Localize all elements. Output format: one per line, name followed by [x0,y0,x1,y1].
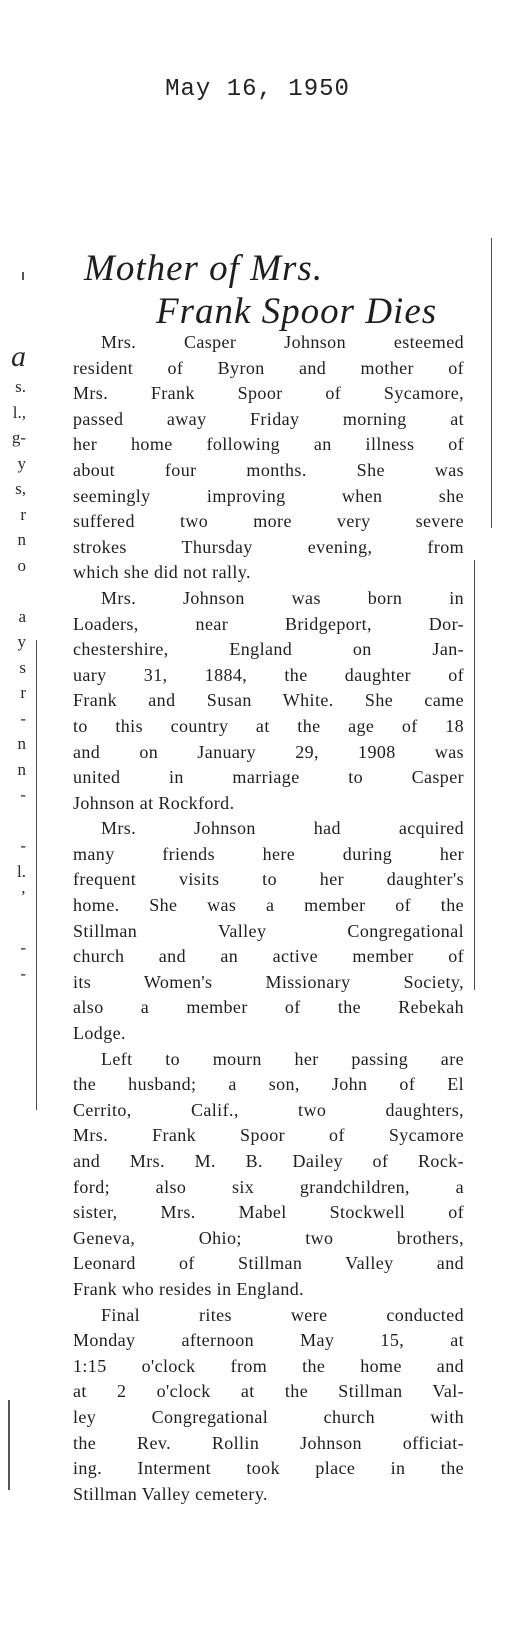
article-line: also a member of the Rebekah [73,997,464,1018]
article-line: at 2 o'clock at the Stillman Val- [73,1381,464,1402]
article-line: Geneva, Ohio; two brothers, [73,1227,464,1248]
left-column-fragments [0,340,26,1012]
article-line: the Rev. Rollin Johnson officiat- [73,1432,464,1453]
headline-line-2: Frank Spoor Dies [156,291,438,332]
article-line: Leonard of Stillman Valley and [73,1253,464,1274]
article-line: united in marriage to Casper [73,767,464,788]
left-column-fragment: o [17,555,26,575]
article-line: Mrs. Johnson had acquired [101,818,464,839]
article-line: ing. Interment took place in the [73,1458,464,1479]
article-line: its Women's Missionary Society, [73,971,464,992]
article-line: Mrs. Johnson was born in [101,587,464,608]
article-paragraph [73,816,464,1046]
left-column-fragment: a [11,340,26,373]
article-line: chestershire, England on Jan- [73,639,464,660]
article-line: Lodge. [73,1023,126,1044]
left-column-fragment: - [20,963,26,983]
left-column-fragment: s, [15,479,26,498]
article-line: Mrs. Frank Spoor of Sycamore [73,1125,464,1146]
article-line: Stillman Valley Congregational [73,920,464,941]
article-line: about four months. She was [73,459,464,480]
article-line: Frank who resides in England. [73,1278,305,1299]
article-line: Loaders, near Bridgeport, Dor- [73,613,464,634]
article-line: Stillman Valley cemetery. [73,1483,268,1504]
left-column-fragment: n [17,734,26,753]
article-line: and Mrs. M. B. Dailey of Rock- [73,1151,464,1171]
article-line: passed away Friday morning at [73,408,464,429]
left-column-fragment: ’ [20,887,26,906]
left-column-fragment: - [20,708,26,728]
left-edge-mark [22,272,24,280]
article-line: uary 31, 1884, the daughter of [73,664,464,685]
article-line: and on January 29, 1908 was [73,741,464,762]
left-column-fragment: y [17,632,26,651]
article-line: seemingly improving when she [73,485,464,506]
article-line: Monday afternoon May 15, at [73,1330,464,1351]
obituary-article [73,330,464,1507]
article-line: Final rites were conducted [101,1304,464,1325]
article-line: home. She was a member of the [73,895,464,916]
article-line: Cerrito, Calif., two daughters, [73,1099,464,1120]
left-column-fragment: g- [11,428,26,447]
left-column-fragment: n [17,759,26,779]
right-column-rule-lower [474,560,475,990]
article-line: resident of Byron and mother of [73,357,464,378]
left-edge-mark-lower [8,1400,10,1490]
article-line: Frank and Susan White. She came [73,690,464,711]
article-line: strokes Thursday evening, from [73,536,464,557]
left-column-fragment: l., [12,402,26,422]
left-column-fragment: n [17,530,26,549]
article-line: which she did not rally. [73,562,251,583]
left-column-rule [36,640,37,1110]
article-paragraph [73,330,464,586]
left-column-fragment [0,910,26,936]
left-column-fragment: r [20,683,26,702]
left-column-fragment: - [20,938,26,957]
article-line: ley Congregational church with [73,1406,464,1427]
left-column-fragment: r [20,504,26,524]
article-line: ford; also six grandchildren, a [73,1176,464,1197]
article-line: the husband; a son, John of El [73,1074,464,1095]
article-paragraph [73,586,464,816]
left-column-fragment [0,578,26,604]
left-column-fragment: - [20,836,26,855]
article-line: frequent visits to her daughter's [73,869,464,890]
left-column-fragment: a [18,606,26,626]
article-paragraph [73,1303,464,1508]
headline-line-1: Mother of Mrs. [84,248,324,289]
article-line: her home following an illness of [73,434,464,455]
article-line: church and an active member of [73,946,464,967]
article-line: Mrs. Casper Johnson esteemed [101,332,464,352]
article-line: Johnson at Rockford. [73,792,235,813]
clipping-date: May 16, 1950 [165,76,350,103]
left-column-fragment [0,808,26,834]
left-column-fragment: y [17,453,26,473]
left-column-fragment: s. [15,377,26,396]
article-line: sister, Mrs. Mabel Stockwell of [73,1202,464,1223]
left-column-fragment: s [19,657,26,677]
left-column-fragment: l. [17,861,26,881]
article-line: Mrs. Frank Spoor of Sycamore, [73,383,464,404]
article-line: to this country at the age of 18 [73,715,464,736]
article-line: suffered two more very severe [73,511,464,532]
article-paragraph [73,1047,464,1303]
article-line: many friends here during her [73,843,464,864]
left-column-fragment: - [20,785,26,804]
article-line: Left to mourn her passing are [101,1048,464,1069]
left-column-fragment [0,986,26,1012]
article-line: 1:15 o'clock from the home and [73,1355,464,1376]
